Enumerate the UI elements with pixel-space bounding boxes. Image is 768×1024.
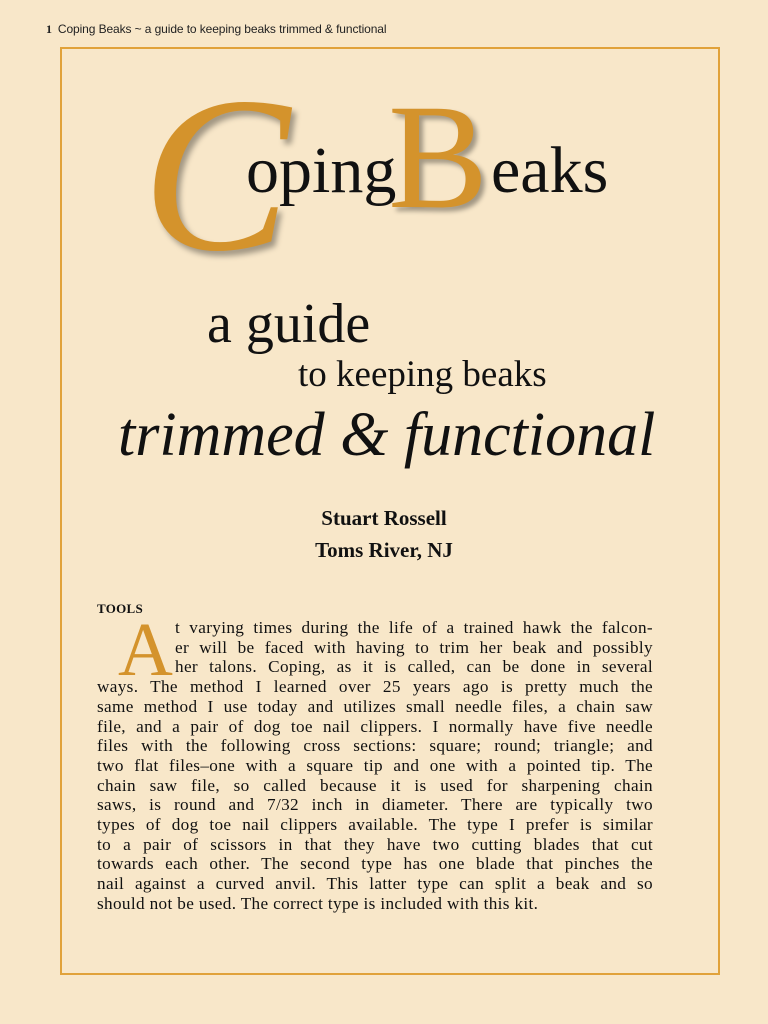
author-block — [0, 502, 768, 566]
body-line: nail against a curved anvil. This latter type can split a beak and so — [97, 874, 653, 894]
body-line: towards each other. The second type has one blade that pinches the — [97, 854, 653, 874]
body-line: files with the following cross sections: square; round; triangle; and — [97, 736, 653, 756]
title-initial-c: C — [142, 52, 291, 298]
body-line: file, and a pair of dog toe nail clippers. I normally have five needle — [97, 716, 653, 736]
subtitle-line-2: to keeping beaks — [298, 354, 547, 395]
body-text — [97, 618, 653, 914]
body-line: same method I use today and utilizes small needle files, a chain saw — [97, 696, 653, 716]
section-heading: TOOLS — [97, 601, 144, 616]
body-line: types of dog toe nail clippers available. The type I prefer is similar — [97, 815, 653, 835]
author-name: Stuart Rossell — [321, 506, 447, 530]
body-line: er will be faced with having to trim her beak and possibly — [175, 637, 653, 657]
running-header-text: Coping Beaks ~ a guide to keeping beaks trimmed & functional — [57, 22, 387, 36]
body-line: should not be used. The correct type is included with this kit. — [97, 893, 539, 913]
body-line: two flat files–one with a square tip and one with a pointed tip. The — [97, 755, 653, 775]
drop-cap: A — [118, 608, 173, 692]
title-oping: oping — [246, 134, 397, 207]
body-line: t varying times during the life of a trained hawk the falcon- — [175, 618, 653, 637]
subtitle-line-1: a guide — [207, 293, 371, 355]
body-line: chain saw file, so called because it is used for sharpening chain — [97, 775, 653, 795]
running-header — [46, 22, 386, 37]
subtitle-line-3: trimmed & functional — [118, 401, 656, 469]
title-eaks: eaks — [491, 134, 609, 207]
title-initial-b: B — [388, 74, 489, 240]
body-line: saws, is round and 7/32 inch in diameter. There are typically two — [97, 795, 653, 815]
body-line: to a pair of scissors in that they have two cutting blades that cut — [97, 834, 653, 854]
body-line: ways. The method I learned over 25 years ago is pretty much the — [97, 677, 653, 697]
body-line: her talons. Coping, as it is called, can be done in several — [175, 657, 653, 677]
author-location: Toms River, NJ — [315, 538, 453, 562]
page-number: 1 — [46, 22, 52, 36]
